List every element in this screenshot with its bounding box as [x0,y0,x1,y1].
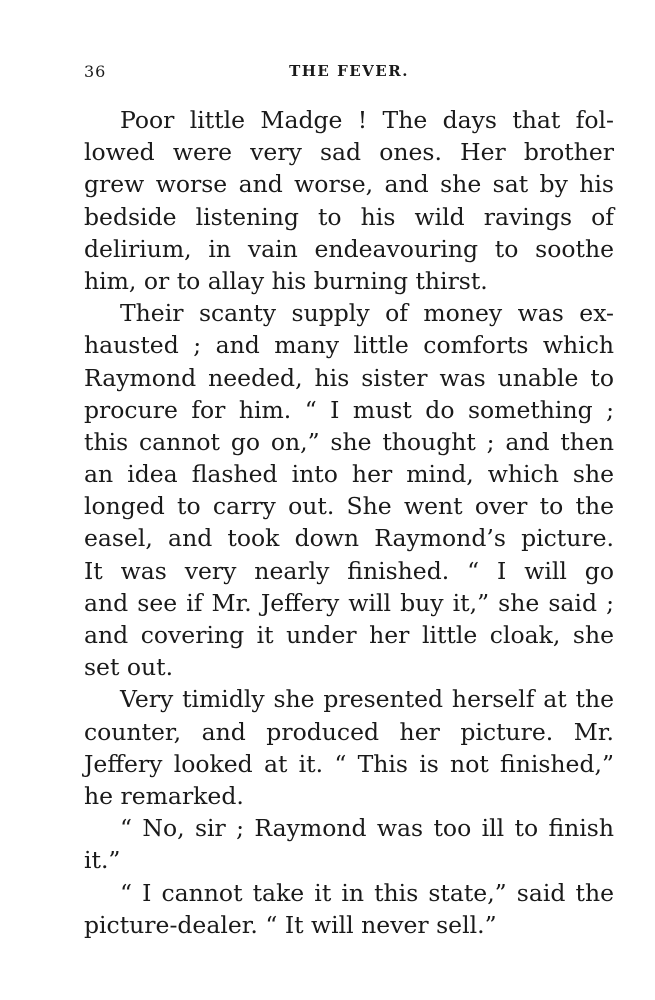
text-line: it.” [84,846,121,875]
text-line: and covering it under her little cloak, she [84,621,614,649]
text-line: him, or to allay his burning thirst. [84,266,488,295]
text-line: he remarked. [84,781,244,810]
text-line: lowed were very sad ones. Her brother [84,138,614,167]
text-line: bedside listening to his wild ravings of [84,202,614,231]
text-line: this cannot go on,” she thought ; and then [84,427,614,456]
text-line: grew worse and worse, and she sat by his [84,170,614,199]
text-line: Jeffery looked at it. “ This is not finished,” [84,749,614,778]
paragraph [84,297,614,683]
page-header [84,62,614,86]
running-title: THE FEVER. [289,62,409,80]
page-number: 36 [84,62,107,81]
text-line: easel, and took down Raymond’s picture. [84,524,614,553]
text-line: counter, and produced her picture. Mr. [84,717,614,746]
text-line: “ I cannot take it in this state,” said the [120,878,614,907]
body-text [84,104,614,941]
text-line: delirium, in vain endeavouring to soothe [84,234,614,263]
text-line: Very timidly she presented herself at the [120,685,614,714]
text-line: It was very nearly finished. “ I will go [84,556,614,585]
text-line: longed to carry out. She went over to the [84,492,614,521]
text-line: “ No, sir ; Raymond was too ill to finish [120,814,614,843]
text-line: and see if Mr. Jeffery will buy it,” she said ; [84,588,614,617]
text-line: set out. [84,653,174,682]
text-line: an idea flashed into her mind, which she [84,460,614,489]
paragraph [84,812,614,876]
text-line: procure for him. “ I must do something ; [84,395,614,424]
text-line: Poor little Madge ! The days that fol- [120,106,614,134]
paragraph [84,683,614,812]
paragraph [84,104,614,297]
paragraph [84,877,614,941]
text-line: Their scanty supply of money was ex- [120,299,614,328]
text-line: picture-dealer. “ It will never sell.” [84,910,497,939]
text-line: Raymond needed, his sister was unable to [84,363,614,392]
text-line: hausted ; and many little comforts which [84,331,614,360]
